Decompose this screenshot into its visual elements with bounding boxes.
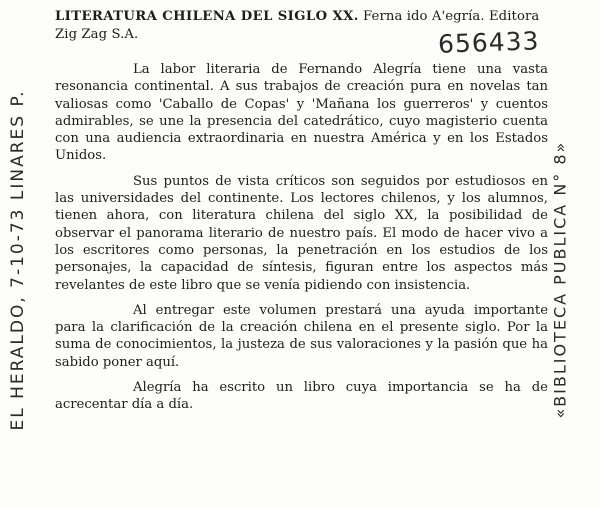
article-paragraph: Al entregar este volumen prestará una ayuda importante para la clarificación de la creación chilena en el presente siglo. Por la suma de conocimientos, la justeza de sus valoraciones y la pasión que ha sabido poner aquí. [55,302,548,370]
article-paragraph: Alegría ha escrito un libro cuya importancia se ha de acrecentar día a día. [55,380,548,413]
handwritten-catalog-number: 656433 [437,26,540,59]
handwritten-library-note: «BIBLIOTECA PUBLICA N° 8» [550,140,570,419]
book-byline: Ferna ido A'egría. Editora Zig Zag S.A. [55,9,540,42]
article-body [55,61,548,414]
handwritten-source-note: EL HERALDO, 7-10-73 LINARES P. [8,89,28,431]
book-title: LITERATURA CHILENA DEL SIGLO XX. [55,9,359,24]
article-paragraph: Sus puntos de vista críticos son seguidos por estudiosos en las universidades del continente. Los lectores chilenos, y los alumnos, tienen ahora, con literatura chilena del siglo XX, la posibilidad de observar el panorama literario de nuestro país. El modo de hacer vivo a los escritores como personas, la penetración en los estudios de los personajes, la capacidad de síntesis, figuran entre los aspectos más revelantes de este libro que se venía pidiendo con insistencia. [55,173,548,293]
article-paragraph: La labor literaria de Fernando Alegría tiene una vasta resonancia continental. A sus trabajos de creación pura en novelas tan valiosas como 'Caballo de Copas' y 'Mañana los guerreros' y cuentos admirables, se une la presencia del catedrático, cuyo magisterio cuenta con una audiencia extraordinaria en nuestra América y en los Estados Unidos. [55,62,548,164]
